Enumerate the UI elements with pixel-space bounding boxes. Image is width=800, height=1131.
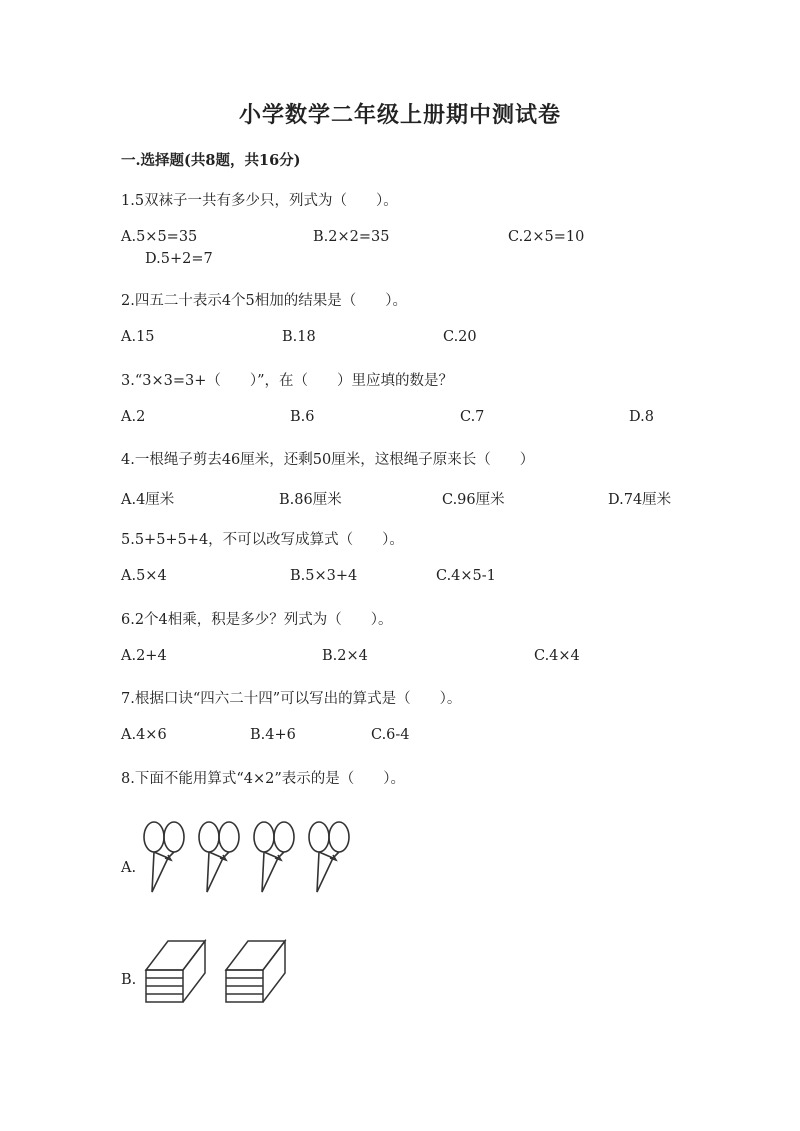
q2-option-a[interactable]: A.15 xyxy=(121,329,155,345)
q5-option-c[interactable]: C.4×5-1 xyxy=(436,568,496,584)
q4-option-d[interactable]: D.74厘米 xyxy=(608,492,672,508)
books-figure xyxy=(143,938,293,1008)
q2-option-b[interactable]: B.18 xyxy=(282,329,316,345)
q1-option-c[interactable]: C.2×5=10 xyxy=(508,229,585,245)
q7-option-c[interactable]: C.6-4 xyxy=(371,727,410,743)
q4-option-a[interactable]: A.4厘米 xyxy=(121,492,175,508)
q8-option-b[interactable]: B. xyxy=(121,972,137,988)
q6-option-a[interactable]: A.2+4 xyxy=(121,648,167,664)
balloons-figure xyxy=(140,818,360,896)
q3-option-d[interactable]: D.8 xyxy=(629,409,654,425)
q1-option-b[interactable]: B.2×2=35 xyxy=(313,229,390,245)
q8-option-a[interactable]: A. xyxy=(121,860,137,876)
q6-option-b[interactable]: B.2×4 xyxy=(322,648,368,664)
question-3: 3.“3×3=3+（ ）”，在（ ）里应填的数是？ xyxy=(121,373,454,389)
q6-option-c[interactable]: C.4×4 xyxy=(534,648,580,664)
q1-option-d[interactable]: D.5+2=7 xyxy=(145,251,213,267)
question-5: 5.5+5+5+4，不可以改写成算式（ ）。 xyxy=(121,532,404,548)
q3-option-b[interactable]: B.6 xyxy=(290,409,315,425)
question-4: 4.一根绳子剪去46厘米，还剩50厘米，这根绳子原来长（ ） xyxy=(121,452,535,468)
section-heading: 一.选择题(共8题，共16分) xyxy=(121,152,301,169)
q7-option-b[interactable]: B.4+6 xyxy=(250,727,296,743)
question-1: 1.5双袜子一共有多少只，列式为（ ）。 xyxy=(121,193,398,209)
q7-option-a[interactable]: A.4×6 xyxy=(121,727,167,743)
q3-option-c[interactable]: C.7 xyxy=(460,409,485,425)
q5-option-a[interactable]: A.5×4 xyxy=(121,568,167,584)
q5-option-b[interactable]: B.5×3+4 xyxy=(290,568,358,584)
question-8: 8.下面不能用算式“4×2”表示的是（ ）。 xyxy=(121,771,406,787)
question-2: 2.四五二十表示4个5相加的结果是（ ）。 xyxy=(121,293,408,309)
q2-option-c[interactable]: C.20 xyxy=(443,329,477,345)
q4-option-b[interactable]: B.86厘米 xyxy=(279,492,342,508)
question-7: 7.根据口诀“四六二十四”可以写出的算式是（ ）。 xyxy=(121,691,462,707)
question-6: 6.2个4相乘，积是多少？列式为（ ）。 xyxy=(121,612,393,628)
q1-option-a[interactable]: A.5×5=35 xyxy=(121,229,198,245)
q3-option-a[interactable]: A.2 xyxy=(121,409,146,425)
page-title: 小学数学二年级上册期中测试卷 xyxy=(238,102,561,128)
q4-option-c[interactable]: C.96厘米 xyxy=(442,492,505,508)
